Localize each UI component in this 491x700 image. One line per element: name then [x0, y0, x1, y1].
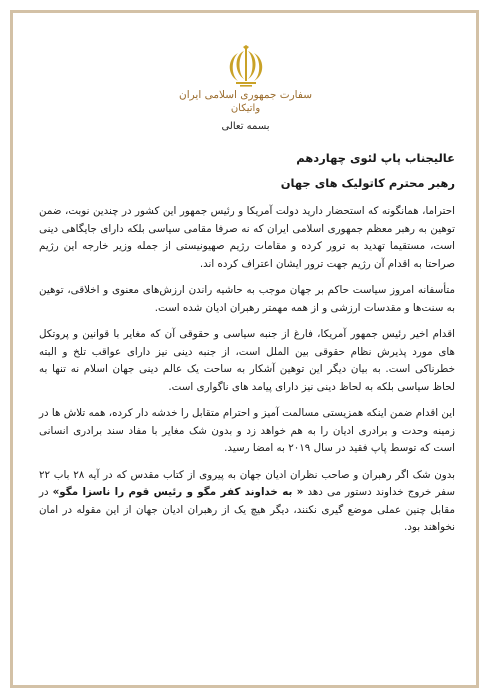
- embassy-name: سفارت جمهوری اسلامی ایران: [178, 89, 312, 101]
- paragraph-4: این اقدام ضمن اینکه همزیستی مسالمت آمیز و احترام متقابل را خدشه دار کرده، همه تلاش ها در زمینه وحدت و برادری ادیان را به هم خواهد زد و بدون شک مغایر با مفاد سند برادری انسانی است که توسط پاپ فقید در سال ۲۰۱۹ به امضا رسید.: [39, 407, 455, 454]
- invocation: بسمه تعالی: [221, 121, 270, 132]
- recipient-subtitle: رهبر محترم کاتولیک های جهان: [280, 176, 455, 190]
- paragraph-2: متأسفانه امروز سیاست حاکم بر جهان موجب به حاشیه راندن ارزش‌های معنوی و اخلاقی، توهین به سنت‌ها و مقدسات ارزشی و از همه مهمتر رهبران ادیان شده است.: [39, 284, 455, 314]
- iran-emblem-icon: [226, 45, 266, 87]
- letter-body: [39, 150, 455, 546]
- paragraph-1: احتراما، همانگونه که استحضار دارید دولت آمریکا و رئیس جمهور این کشور در چندین نوبت، ضمن توهین به رهبر معظم جمهوری اسلامی ایران که نه صرفا مقامی سیاسی بلکه دارای جایگاهی دینی است، مستقیما تهدید به ترور کرده و مقامات رژیم صهیونیستی از جمله وزیر خارجه این رژیم صراحتا به اقدام آن رژیم جهت ترور ایشان اعتراف کرده اند.: [39, 205, 455, 270]
- paragraph-5-quote: « به خداوند کفر مگو و رئیس قوم را ناسزا مگو»: [52, 486, 304, 498]
- paragraph-5: [39, 467, 455, 537]
- paragraph-5-part2: در مقابل چنین عملی موضع گیری نکنند، دیگر هیچ یک از رهبران ادیان جهان از این مقوله در امان نخواهند بود.: [39, 486, 455, 533]
- recipient-title: عالیجناب پاپ لئوی چهاردهم: [296, 151, 455, 165]
- letterhead: [0, 45, 491, 132]
- paragraph-3: اقدام اخیر رئیس جمهور آمریکا، فارغ از جنبه سیاسی و حقوقی آن که مغایر با قوانین و پروتکل های مورد پذیرش نظام حقوقی بین الملل است، از جنبه دینی نیز دارای عواقب تلخ و البته خطرناکی است. به بیان دیگر این توهین آشکار به ساحت یک عالم دینی جهان اسلام نه تنها به لحاظ سیاسی بلکه به لحاظ دینی نیز دارای پیامد های ناگواری است.: [39, 328, 455, 393]
- paragraph-5-part1: بدون شک اگر رهبران و صاحب نظران ادیان جهان به پیروی از کتاب مقدس که در آیه ۲۸ باب ۲۲ سفر خروج خداوند دستور می دهد: [39, 468, 455, 498]
- embassy-city: واتیکان: [230, 103, 261, 114]
